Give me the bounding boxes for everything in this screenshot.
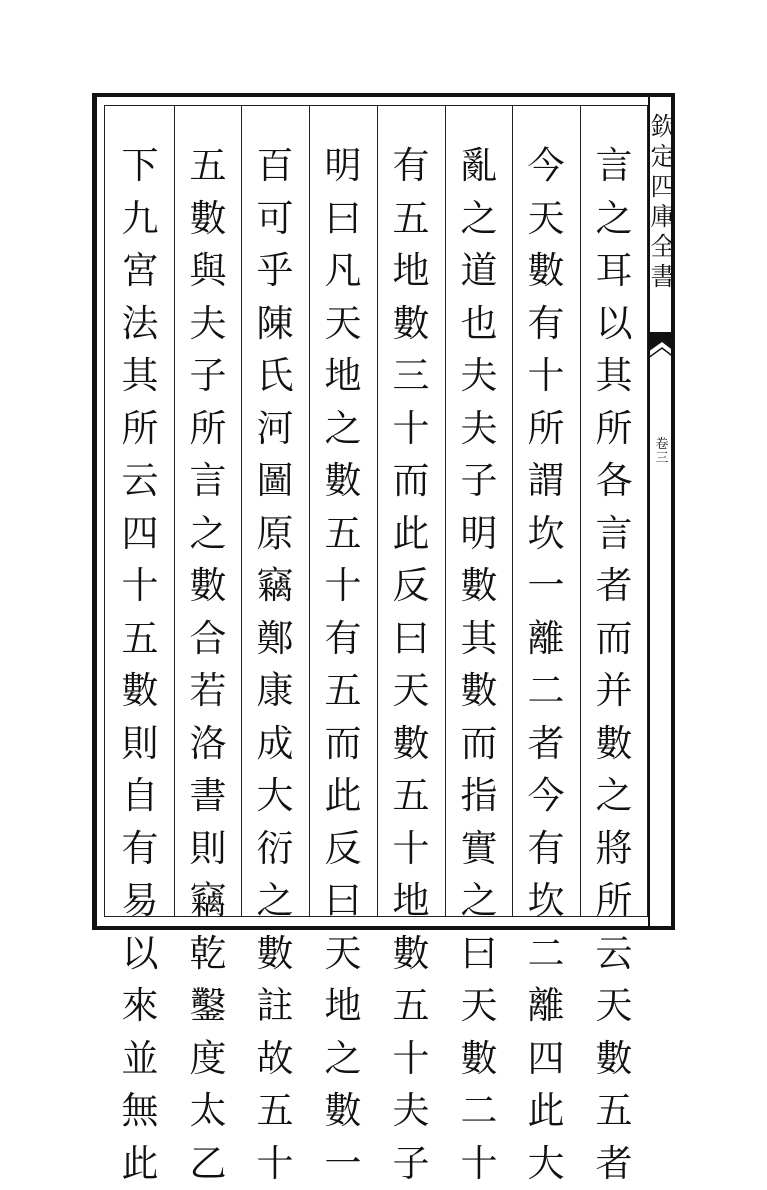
glyph: 十 (393, 1033, 430, 1086)
glyph: 地 (325, 980, 362, 1033)
glyph: 之 (596, 193, 633, 246)
glyph: 下 (122, 140, 159, 193)
glyph: 故 (257, 1033, 294, 1086)
glyph: 曰 (461, 928, 498, 981)
glyph: 二 (528, 665, 565, 718)
glyph: 四 (650, 172, 675, 202)
column-divider (580, 105, 581, 917)
glyph: 十 (257, 1138, 294, 1190)
glyph: 合 (190, 613, 227, 666)
glyph: 以 (122, 928, 159, 981)
glyph: 將 (596, 823, 633, 876)
glyph: 庫 (650, 202, 675, 232)
glyph: 註 (257, 980, 294, 1033)
glyph: 成 (257, 718, 294, 771)
glyph: 無 (122, 1085, 159, 1138)
glyph: 洛 (190, 718, 227, 771)
glyph: 所 (528, 403, 565, 456)
glyph: 十 (393, 823, 430, 876)
glyph: 二 (461, 1085, 498, 1138)
glyph: 數 (122, 665, 159, 718)
glyph: 今 (528, 140, 565, 193)
glyph: 夫 (393, 1085, 430, 1138)
glyph: 數 (528, 245, 565, 298)
glyph: 天 (325, 298, 362, 351)
glyph: 謂 (528, 455, 565, 508)
glyph: 曰 (393, 613, 430, 666)
text-column-1 (586, 140, 642, 920)
glyph: 來 (122, 980, 159, 1033)
glyph: 其 (596, 350, 633, 403)
glyph: 大 (528, 1138, 565, 1190)
glyph: 鑿 (190, 980, 227, 1033)
column-divider (241, 105, 242, 917)
glyph: 數 (190, 193, 227, 246)
glyph: 明 (461, 508, 498, 561)
glyph: 書 (190, 770, 227, 823)
glyph: 坎 (528, 875, 565, 928)
glyph: 其 (461, 613, 498, 666)
glyph: 耳 (596, 245, 633, 298)
glyph: 太 (190, 1085, 227, 1138)
glyph: 并 (596, 665, 633, 718)
glyph: 地 (393, 245, 430, 298)
glyph: 十 (122, 560, 159, 613)
glyph: 此 (122, 1138, 159, 1190)
glyph: 而 (461, 718, 498, 771)
glyph: 有 (528, 823, 565, 876)
glyph: 五 (122, 613, 159, 666)
glyph: 則 (122, 718, 159, 771)
glyph: 數 (461, 665, 498, 718)
glyph: 天 (393, 665, 430, 718)
column-divider (377, 105, 378, 917)
glyph: 乎 (257, 245, 294, 298)
glyph: 以 (596, 298, 633, 351)
glyph: 之 (461, 193, 498, 246)
glyph: 數 (461, 1033, 498, 1086)
text-column-7 (180, 140, 236, 920)
glyph: 所 (122, 403, 159, 456)
glyph: 百 (257, 140, 294, 193)
glyph: 法 (122, 298, 159, 351)
glyph: 云 (122, 455, 159, 508)
glyph: 指 (461, 770, 498, 823)
glyph: 子 (393, 1138, 430, 1190)
fish-tail-ornament (648, 328, 675, 374)
glyph: 自 (122, 770, 159, 823)
glyph: 數 (393, 718, 430, 771)
glyph: 五 (190, 140, 227, 193)
column-divider (174, 105, 175, 917)
glyph: 夫 (461, 350, 498, 403)
glyph: 書 (650, 262, 675, 292)
glyph: 天 (461, 980, 498, 1033)
glyph: 反 (393, 560, 430, 613)
glyph: 曰 (325, 193, 362, 246)
glyph: 河 (257, 403, 294, 456)
glyph: 明 (325, 140, 362, 193)
glyph: 鄭 (257, 613, 294, 666)
glyph: 言 (596, 508, 633, 561)
glyph: 四 (528, 1033, 565, 1086)
glyph: 若 (190, 665, 227, 718)
glyph: 而 (325, 718, 362, 771)
glyph: 凡 (325, 245, 362, 298)
glyph: 與 (190, 245, 227, 298)
library-title (650, 112, 676, 292)
glyph: 有 (528, 298, 565, 351)
glyph: 易 (122, 875, 159, 928)
glyph: 五 (393, 770, 430, 823)
glyph: 數 (596, 1033, 633, 1086)
glyph: 而 (393, 455, 430, 508)
glyph: 有 (393, 140, 430, 193)
glyph: 子 (190, 350, 227, 403)
glyph: 今 (528, 770, 565, 823)
glyph: 之 (596, 770, 633, 823)
text-column-8 (112, 140, 168, 920)
text-column-2 (518, 140, 574, 920)
glyph: 一 (325, 1138, 362, 1190)
glyph: 十 (528, 350, 565, 403)
glyph: 其 (122, 350, 159, 403)
glyph: 有 (122, 823, 159, 876)
glyph: 夫 (461, 403, 498, 456)
glyph: 數 (393, 928, 430, 981)
glyph: 四 (122, 508, 159, 561)
glyph: 數 (190, 560, 227, 613)
glyph: 曰 (325, 875, 362, 928)
glyph: 五 (393, 980, 430, 1033)
glyph: 坎 (528, 508, 565, 561)
glyph: 五 (325, 508, 362, 561)
glyph: 全 (650, 232, 675, 262)
glyph: 定 (650, 142, 675, 172)
glyph: 子 (461, 455, 498, 508)
glyph: 氏 (257, 350, 294, 403)
glyph: 反 (325, 823, 362, 876)
glyph: 有 (325, 613, 362, 666)
glyph: 離 (528, 980, 565, 1033)
column-divider (309, 105, 310, 917)
glyph: 此 (393, 508, 430, 561)
glyph: 度 (190, 1033, 227, 1086)
glyph: 圖 (257, 455, 294, 508)
text-column-5 (315, 140, 371, 920)
glyph: 言 (596, 140, 633, 193)
glyph: 十 (393, 403, 430, 456)
glyph: 乙 (190, 1138, 227, 1190)
glyph: 各 (596, 455, 633, 508)
glyph: 數 (325, 1085, 362, 1138)
glyph: 地 (393, 875, 430, 928)
glyph: 九 (122, 193, 159, 246)
glyph: 之 (461, 875, 498, 928)
glyph: 竊 (257, 560, 294, 613)
glyph: 道 (461, 245, 498, 298)
glyph: 離 (528, 613, 565, 666)
glyph: 五 (596, 1085, 633, 1138)
glyph: 此 (528, 1085, 565, 1138)
glyph: 之 (190, 508, 227, 561)
glyph: 衍 (257, 823, 294, 876)
glyph: 所 (596, 875, 633, 928)
text-column-3 (451, 140, 507, 920)
glyph: 五 (257, 1085, 294, 1138)
glyph: 之 (325, 403, 362, 456)
glyph: 數 (596, 718, 633, 771)
volume-label (652, 438, 672, 466)
glyph: 宮 (122, 245, 159, 298)
column-divider (445, 105, 446, 917)
glyph: 乾 (190, 928, 227, 981)
glyph: 陳 (257, 298, 294, 351)
glyph: 也 (461, 298, 498, 351)
glyph: 三 (393, 350, 430, 403)
glyph: 天 (325, 928, 362, 981)
glyph: 並 (122, 1033, 159, 1086)
glyph: 實 (461, 823, 498, 876)
glyph: 五 (325, 665, 362, 718)
text-column-4 (383, 140, 439, 920)
glyph: 之 (257, 875, 294, 928)
glyph: 大 (257, 770, 294, 823)
glyph: 數 (325, 455, 362, 508)
glyph: 五 (393, 193, 430, 246)
glyph: 則 (190, 823, 227, 876)
glyph: 者 (596, 560, 633, 613)
glyph: 此 (325, 770, 362, 823)
text-column-6 (247, 140, 303, 920)
glyph: 而 (596, 613, 633, 666)
glyph: 十 (461, 1138, 498, 1190)
glyph: 竊 (190, 875, 227, 928)
glyph: 夫 (190, 298, 227, 351)
glyph: 可 (257, 193, 294, 246)
glyph: 卷 (655, 438, 668, 452)
glyph: 者 (528, 718, 565, 771)
glyph: 云 (596, 928, 633, 981)
glyph: 數 (257, 928, 294, 981)
glyph: 十 (325, 560, 362, 613)
glyph: 天 (596, 980, 633, 1033)
glyph: 之 (325, 1033, 362, 1086)
glyph: 所 (190, 403, 227, 456)
glyph: 康 (257, 665, 294, 718)
glyph: 原 (257, 508, 294, 561)
glyph: 亂 (461, 140, 498, 193)
glyph: 者 (596, 1138, 633, 1190)
column-divider (512, 105, 513, 917)
glyph: 數 (461, 560, 498, 613)
glyph: 欽 (650, 112, 675, 142)
glyph: 所 (596, 403, 633, 456)
glyph: 三 (655, 452, 668, 466)
glyph: 一 (528, 560, 565, 613)
glyph: 數 (393, 298, 430, 351)
glyph: 言 (190, 455, 227, 508)
glyph: 天 (528, 193, 565, 246)
glyph: 地 (325, 350, 362, 403)
glyph: 二 (528, 928, 565, 981)
